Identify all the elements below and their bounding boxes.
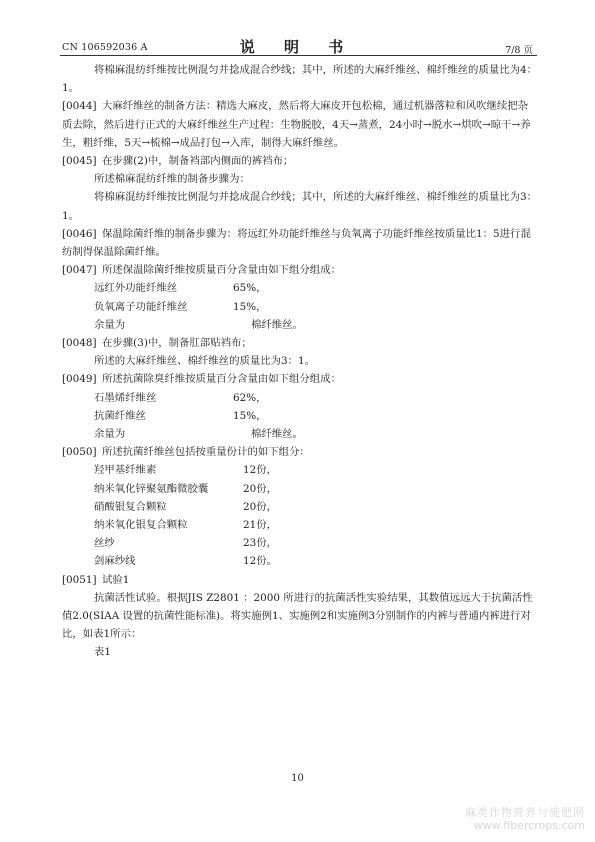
paragraph-number: [0049] xyxy=(62,373,97,386)
composition-row xyxy=(62,498,538,516)
paragraph-0048 xyxy=(62,334,538,352)
component-value: 15%， xyxy=(233,409,267,422)
header-rule xyxy=(60,55,537,56)
component-value: 12份， xyxy=(243,464,278,477)
paragraph-0050 xyxy=(62,443,538,461)
paragraph-0049 xyxy=(62,370,538,388)
watermark xyxy=(465,806,585,832)
paragraph-0047 xyxy=(62,261,538,279)
paragraph-text: 保温除菌纤维的制备步骤为：将远红外功能纤维丝与负氧离子功能纤维丝按质量比1：5进行混纺制得保温除菌纤维。 xyxy=(62,227,531,259)
composition-row xyxy=(62,516,538,534)
composition-row xyxy=(62,480,538,498)
component-name: 余量为 xyxy=(94,427,126,440)
composition-row xyxy=(62,279,538,297)
paragraph-text: 所述保温除菌纤维按质量百分含量由如下组分组成： xyxy=(102,264,341,277)
component-value: 12份。 xyxy=(243,555,278,568)
paragraph-text: 在步骤(3)中，制备肛部贴裆布； xyxy=(102,337,252,349)
component-name: 丝纱 xyxy=(94,537,115,550)
document-number: CN 106592036 A xyxy=(62,42,148,53)
paragraph-0045 xyxy=(62,152,538,170)
paragraph-0051 xyxy=(62,571,538,589)
component-name: 石墨烯纤维丝 xyxy=(94,391,157,404)
composition-row xyxy=(62,425,538,443)
composition-row xyxy=(62,461,538,479)
component-name: 负氧离子功能纤维丝 xyxy=(94,300,188,313)
composition-list-0049 xyxy=(62,389,538,444)
paragraph-number: [0047] xyxy=(62,264,97,277)
paragraph-number: [0044] xyxy=(62,100,97,113)
component-value: 20份， xyxy=(243,500,278,513)
component-name: 硝酸银复合颗粒 xyxy=(94,500,167,513)
component-value: 棉纤维丝。 xyxy=(251,318,303,331)
paragraph-text: 在步骤(2)中，制备裆部内侧面的裤裆布； xyxy=(102,155,294,168)
paragraph-0048-line2: 所述的大麻纤维丝、棉纤维丝的质量比为3：1。 xyxy=(94,355,316,368)
paragraph-text: 所述抗菌除臭纤维按质量百分含量由如下组分组成： xyxy=(102,373,341,386)
paragraph-0045-line3: 将棉麻混纺纤维按比例混匀并捻成混合纱线；其中，所述的大麻纤维丝、棉纤维丝的质量比为3：1。 xyxy=(62,191,538,222)
component-name: 纳米氧化锌聚氨酯微胶囊 xyxy=(94,482,209,495)
page-info: 7/8 页 xyxy=(505,45,533,56)
component-value: 棉纤维丝。 xyxy=(251,427,303,440)
composition-row xyxy=(62,316,538,334)
paragraph-number: [0046] xyxy=(62,227,97,240)
component-value: 62%， xyxy=(233,391,267,404)
paragraph-text: 大麻纤维丝的制备方法：精选大麻皮，然后将大麻皮开包松棉，通过机器落粒和风吹继续把杂质去除，然后进行正式的大麻纤维丝生产过程：生物脱胶，4天→蒸煮，24小时→脱水→烘吹→晾干→养生，粗纤维，5天→梳棉→成品打包→入库，制得大麻纤维丝。 xyxy=(62,100,531,149)
component-value: 65%， xyxy=(233,282,267,295)
composition-row xyxy=(62,534,538,552)
component-value: 23份， xyxy=(243,537,278,550)
paragraph-number: [0045] xyxy=(62,155,97,168)
watermark-line1: 麻类作物营养与施肥网 xyxy=(465,806,585,819)
component-name: 剑麻纱线 xyxy=(94,555,136,568)
composition-row xyxy=(62,407,538,425)
paragraph-0046 xyxy=(62,225,538,261)
component-name: 抗菌纤维丝 xyxy=(94,409,146,422)
composition-list-0047 xyxy=(62,279,538,334)
component-value: 21份， xyxy=(243,518,278,531)
component-name: 羟甲基纤维素 xyxy=(94,464,157,477)
composition-row xyxy=(62,389,538,407)
component-name: 远红外功能纤维丝 xyxy=(94,282,178,295)
composition-row xyxy=(62,552,538,570)
component-value: 20份， xyxy=(243,482,278,495)
paragraph-0044 xyxy=(62,97,538,152)
component-value: 15%， xyxy=(233,300,267,313)
paragraph-number: [0050] xyxy=(62,446,97,459)
component-name: 余量为 xyxy=(94,318,126,331)
paragraph-number: [0051] xyxy=(62,573,97,586)
paragraph-text: 所述抗菌纤维丝包括按重量份计的如下组分： xyxy=(102,446,310,459)
composition-list-0050 xyxy=(62,461,538,570)
page-body xyxy=(62,61,538,662)
paragraph-number: [0048] xyxy=(62,337,97,349)
paragraph-0045-line2: 所述棉麻混纺纤维的制备步骤为： xyxy=(94,173,250,186)
table-caption: 表1 xyxy=(94,646,112,659)
watermark-url: www.fibercrops.com xyxy=(473,819,585,832)
document-type-title: 说 明 书 xyxy=(239,38,356,56)
paragraph-0043-tail: 将棉麻混纺纤维按比例混匀并捻成混合纱线；其中，所述的大麻纤维丝、棉纤维丝的质量比为4：1。 xyxy=(62,64,538,95)
composition-row xyxy=(62,298,538,316)
page-number: 10 xyxy=(291,773,304,784)
paragraph-0051-body: 抗菌活性试验。根据JIS Z2801 ：2000 所进行的抗菌活性实验结果，其数值远远大于抗菌活性值2.0(SIAA 设置的抗菌性能标准)。将实施例1、实施例2和实施例3分别制作的内裤与普通内裤进行对比，如表1所示： xyxy=(62,591,533,641)
component-name: 纳米氧化银复合颗粒 xyxy=(94,518,188,531)
paragraph-text: 试验1 xyxy=(102,573,130,586)
